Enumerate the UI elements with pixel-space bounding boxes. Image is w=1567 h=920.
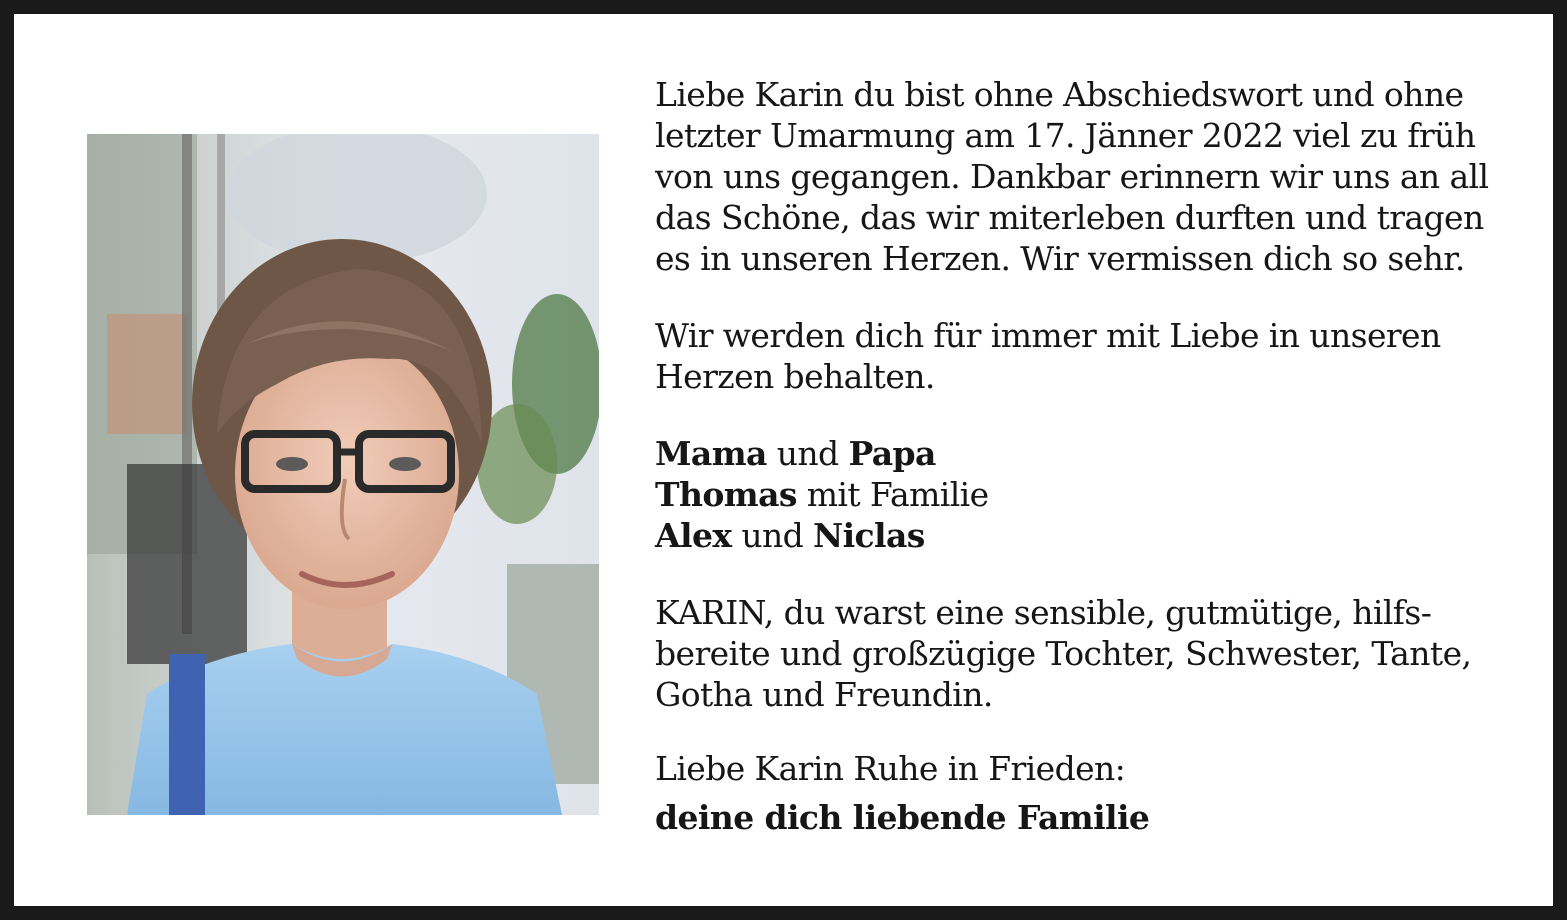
message-line: Wir werden dich für immer mit Liebe in unseren (655, 316, 1441, 355)
signature-name: Thomas (655, 475, 797, 514)
closing-signature: deine dich liebende Familie (655, 798, 1150, 837)
signature-name: Papa (848, 434, 936, 473)
signature-line (655, 515, 1515, 556)
signature-connector: und (776, 434, 839, 473)
signature-name: Mama (655, 434, 767, 473)
message-line: es in unseren Herzen. Wir vermissen dich so sehr. (655, 239, 1465, 278)
signature-line (655, 474, 1515, 515)
signature-connector: mit Familie (806, 475, 989, 514)
tribute-line: KARIN, du warst eine sensible, gutmütige, hilfs- (655, 593, 1432, 632)
signature-name: Alex (655, 516, 732, 555)
message-line: das Schöne, das wir miterleben durften und tragen (655, 198, 1484, 237)
signature-line (655, 433, 1515, 474)
message-line: letzter Umarmung am 17. Jänner 2022 viel zu früh (655, 116, 1476, 155)
message-line: Liebe Karin du bist ohne Abschiedswort und ohne (655, 75, 1464, 114)
farewell-line: Liebe Karin Ruhe in Frieden: (655, 749, 1126, 788)
signature-connector: und (741, 516, 804, 555)
tribute-line: Gotha und Freundin. (655, 675, 993, 714)
message-line: Herzen behalten. (655, 357, 935, 396)
tribute-line: bereite und großzügige Tochter, Schwester, Tante, (655, 634, 1472, 673)
message-line: von uns gegangen. Dankbar erinnern wir uns an all (655, 157, 1489, 196)
obituary-text (655, 74, 1515, 838)
portrait-photo (87, 134, 599, 815)
signature-name: Niclas (813, 516, 925, 555)
